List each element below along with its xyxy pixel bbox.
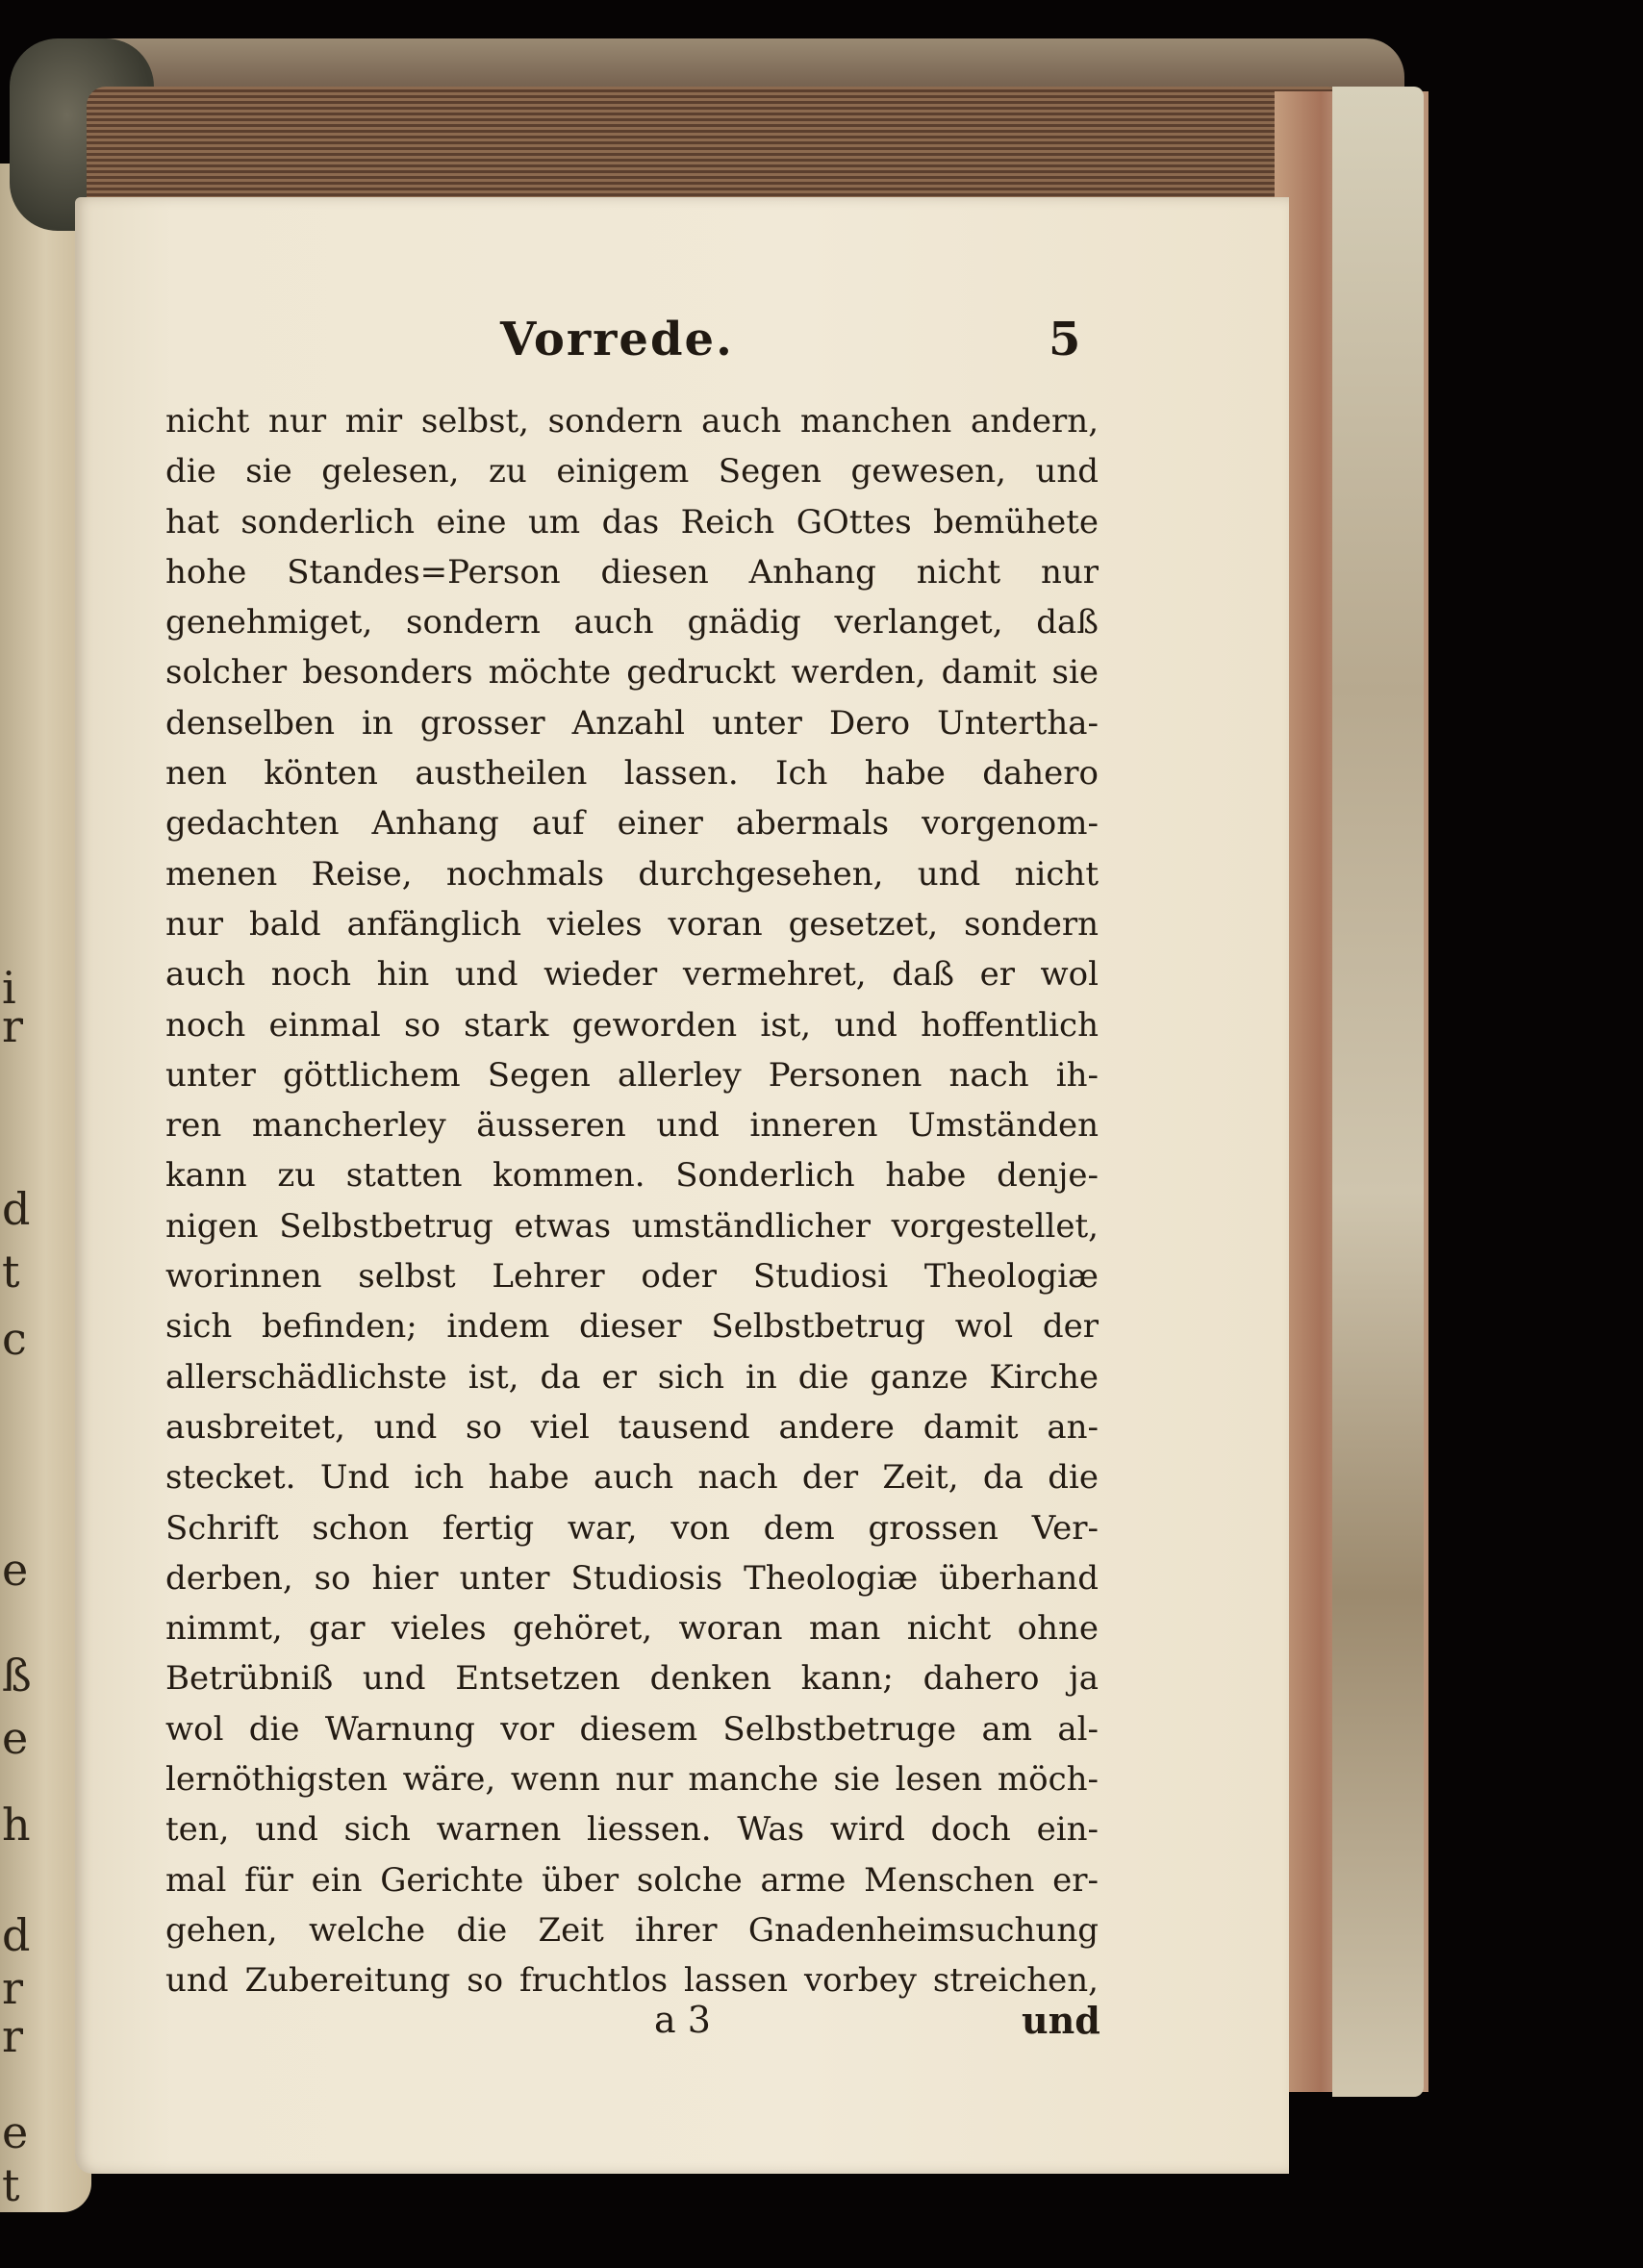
facing-page-letter: t [2,1246,20,1298]
facing-page-letter: d [2,1909,31,1961]
facing-page-letter: d [2,1183,31,1235]
facing-page-letter: t [2,2159,20,2211]
signature-mark: a 3 [654,1999,711,2041]
facing-page-letter: h [2,1799,31,1851]
text-line: denselben in grosser Anzahl unter Dero Untertha- [165,703,1099,743]
facing-page-letter: c [2,1313,27,1365]
facing-page-letter: e [2,1544,29,1596]
text-line: allerschädlichste ist, da er sich in die ganze Kirche [165,1357,1099,1397]
facing-page-letter: ß [2,1650,32,1701]
text-line: die sie gelesen, zu einigem Segen gewesen, und [165,452,1099,491]
page-footer [0,1999,1643,2053]
facing-page-letter: e [2,1712,29,1764]
facing-page-letter: e [2,2106,29,2158]
facing-page-letter: r [2,1962,23,2014]
text-line: und Zubereitung so fruchtlos lassen vorbey streichen, [165,1961,1099,2001]
text-line: unter göttlichem Segen allerley Personen nach ih- [165,1055,1099,1095]
page-block-top-edge [87,87,1347,202]
page-header [0,313,1643,380]
text-line: nicht nur mir selbst, sondern auch manchen andern, [165,402,1099,441]
text-line: nur bald anfänglich vieles voran gesetzet, sondern [165,904,1099,944]
facing-page-letter: i [2,962,16,1014]
text-line: menen Reise, nochmals durchgesehen, und nicht [165,854,1099,894]
text-line: Betrübniß und Entsetzen denken kann; dahero ja [165,1659,1099,1699]
text-line: nen könten austheilen lassen. Ich habe dahero [165,754,1099,794]
text-line: solcher besonders möchte gedruckt werden, damit sie [165,653,1099,693]
page-number: 5 [1049,313,1081,366]
text-line: ten, und sich warnen liessen. Was wird doch ein- [165,1810,1099,1850]
text-line: mal für ein Gerichte über solche arme Menschen er- [165,1860,1099,1900]
text-line: noch einmal so stark geworden ist, und hoffentlich [165,1005,1099,1045]
text-line: auch noch hin und wieder vermehret, daß er wol [165,955,1099,995]
text-line: hat sonderlich eine um das Reich GOttes bemühete [165,502,1099,542]
text-line: derben, so hier unter Studiosis Theologiæ überhand [165,1558,1099,1598]
text-line: ren mancherley äusseren und inneren Umständen [165,1106,1099,1146]
text-line: gedachten Anhang auf einer abermals vorgenom- [165,804,1099,844]
catchword: und [1022,1999,1100,2042]
facing-page-letter: r [2,2010,23,2062]
text-line: sich befinden; indem dieser Selbstbetrug wol der [165,1307,1099,1347]
text-line: ausbreitet, und so viel tausend andere damit an- [165,1407,1099,1447]
text-line: lernöthigsten wäre, wenn nur manche sie lesen möch- [165,1760,1099,1800]
text-line: genehmiget, sondern auch gnädig verlanget, daß [165,603,1099,643]
text-line: Schrift schon fertig war, von dem grossen Ver- [165,1508,1099,1548]
text-line: hohe Standes=Person diesen Anhang nicht nur [165,552,1099,592]
text-line: nimmt, gar vieles gehöret, woran man nicht ohne [165,1609,1099,1649]
running-head: Vorrede. [500,313,734,366]
body-text [165,396,1099,2006]
text-line: stecket. Und ich habe auch nach der Zeit, da die [165,1458,1099,1498]
text-line: gehen, welche die Zeit ihrer Gnadenheimsuchung [165,1910,1099,1950]
text-line: worinnen selbst Lehrer oder Studiosi Theologiæ [165,1257,1099,1297]
facing-page-letter: r [2,1000,23,1052]
text-line: nigen Selbstbetrug etwas umständlicher vorgestellet, [165,1206,1099,1246]
text-line: wol die Warnung vor diesem Selbstbetruge am al- [165,1709,1099,1749]
back-cover-edge [1332,87,1424,2097]
text-line: kann zu statten kommen. Sonderlich habe denje- [165,1156,1099,1196]
